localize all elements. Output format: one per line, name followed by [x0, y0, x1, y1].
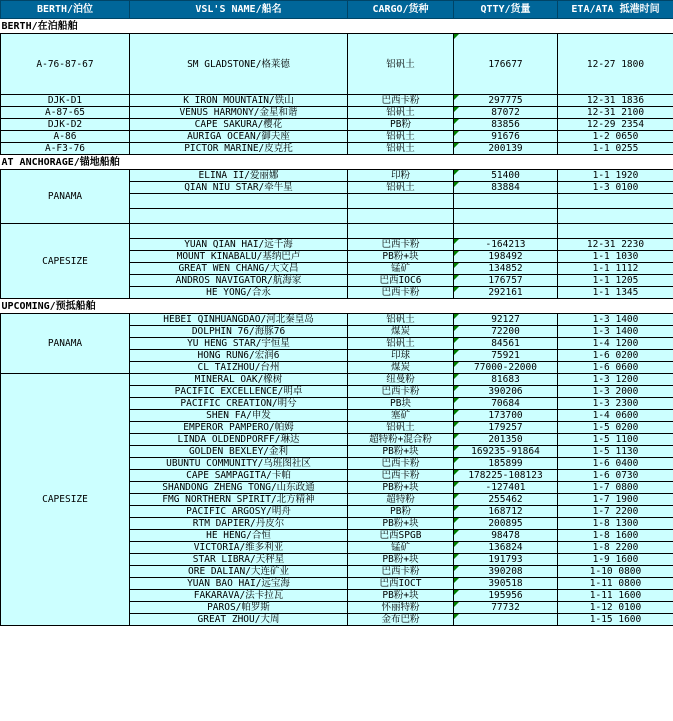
cargo-cell[interactable]: 纽曼粉: [348, 374, 454, 386]
quantity-cell[interactable]: 91676: [454, 131, 558, 143]
cargo-cell[interactable]: 巴西卡粉: [348, 470, 454, 482]
cargo-cell[interactable]: 锰矿: [348, 542, 454, 554]
vessel-name-cell[interactable]: SM GLADSTONE/格莱德: [130, 34, 348, 95]
eta-cell[interactable]: 1-5 1100: [558, 434, 673, 446]
quantity-cell[interactable]: 83856: [454, 119, 558, 131]
header-berth[interactable]: BERTH/泊位: [1, 1, 130, 19]
empty-cell: [558, 209, 673, 224]
vessel-name-cell[interactable]: CL TAIZHOU/台州: [130, 362, 348, 374]
cargo-cell[interactable]: 巴西卡粉: [348, 386, 454, 398]
vessel-name-cell[interactable]: K IRON MOUNTAIN/铁山: [130, 95, 348, 107]
group-label-panama: PANAMA: [1, 314, 130, 374]
cargo-cell[interactable]: PB粉: [348, 119, 454, 131]
vessel-name-cell[interactable]: HONG RUN6/宏润6: [130, 350, 348, 362]
vessel-name-cell[interactable]: GREAT WEN CHANG/大文昌: [130, 263, 348, 275]
quantity-cell[interactable]: 169235-91864: [454, 446, 558, 458]
cargo-cell[interactable]: PB粉: [348, 506, 454, 518]
berth-cell[interactable]: A-76-87-67: [1, 34, 130, 95]
cargo-cell[interactable]: 印粉: [348, 170, 454, 182]
section-berth: [1, 19, 673, 34]
cargo-cell[interactable]: 巴西IOC6: [348, 275, 454, 287]
cargo-cell[interactable]: 塞矿: [348, 410, 454, 422]
vessel-name-cell[interactable]: UBUNTU COMMUNITY/乌班图社区: [130, 458, 348, 470]
quantity-cell[interactable]: 81683: [454, 374, 558, 386]
vessel-name-cell[interactable]: FAKARAVA/法卡拉瓦: [130, 590, 348, 602]
berth-cell[interactable]: A-86: [1, 131, 130, 143]
quantity-cell[interactable]: 178225-108123: [454, 470, 558, 482]
cargo-cell[interactable]: PB粉+块: [348, 590, 454, 602]
vessel-name-cell[interactable]: VENUS HARMONY/金星和谐: [130, 107, 348, 119]
quantity-cell[interactable]: 51400: [454, 170, 558, 182]
quantity-cell[interactable]: 297775: [454, 95, 558, 107]
quantity-cell[interactable]: -127401: [454, 482, 558, 494]
vessel-name-cell[interactable]: PAROS/帕罗斯: [130, 602, 348, 614]
quantity-cell[interactable]: 83884: [454, 182, 558, 194]
eta-cell[interactable]: 1-15 1600: [558, 614, 673, 626]
quantity-cell[interactable]: 200139: [454, 143, 558, 155]
quantity-cell[interactable]: 136824: [454, 542, 558, 554]
header-eta[interactable]: ETA/ATA 抵港时间: [558, 1, 673, 19]
empty-cell: [558, 224, 673, 239]
vessel-name-cell[interactable]: EMPEROR PAMPERO/帕姆: [130, 422, 348, 434]
quantity-cell[interactable]: [454, 614, 558, 626]
cargo-cell[interactable]: 煤炭: [348, 326, 454, 338]
vessel-name-cell[interactable]: YUAN BAO HAI/远宝海: [130, 578, 348, 590]
cargo-cell[interactable]: 铝矾土: [348, 131, 454, 143]
eta-cell[interactable]: 1-3 1200: [558, 374, 673, 386]
quantity-cell[interactable]: -164213: [454, 239, 558, 251]
eta-cell[interactable]: 1-8 1600: [558, 530, 673, 542]
eta-cell[interactable]: 1-1 1205: [558, 275, 673, 287]
quantity-cell[interactable]: 75921: [454, 350, 558, 362]
cargo-cell[interactable]: 铝矾土: [348, 34, 454, 95]
cargo-cell[interactable]: PB粉+块: [348, 251, 454, 263]
vessel-name-cell[interactable]: FMG NORTHERN SPIRIT/北方精神: [130, 494, 348, 506]
cargo-cell[interactable]: 铝矾土: [348, 143, 454, 155]
eta-cell[interactable]: 1-3 2000: [558, 386, 673, 398]
eta-cell[interactable]: 1-5 0200: [558, 422, 673, 434]
eta-cell[interactable]: 1-1 1112: [558, 263, 673, 275]
eta-cell[interactable]: 1-10 0800: [558, 566, 673, 578]
quantity-cell[interactable]: 84561: [454, 338, 558, 350]
vessel-name-cell[interactable]: PACIFIC ARGOSY/明舟: [130, 506, 348, 518]
eta-cell[interactable]: 1-6 0200: [558, 350, 673, 362]
eta-cell[interactable]: 1-9 1600: [558, 554, 673, 566]
section-berth-title: BERTH/在泊船舶: [1, 19, 673, 34]
empty-cell: [454, 224, 558, 239]
table-row: [1, 143, 673, 155]
header-row: [1, 1, 673, 19]
vessel-name-cell[interactable]: SHANDONG ZHENG TONG/山东政通: [130, 482, 348, 494]
eta-cell[interactable]: 1-4 1200: [558, 338, 673, 350]
empty-cell: [130, 209, 348, 224]
empty-cell: [454, 194, 558, 209]
cargo-cell[interactable]: PB块: [348, 398, 454, 410]
quantity-cell[interactable]: 195956: [454, 590, 558, 602]
cargo-cell[interactable]: 超特粉: [348, 494, 454, 506]
quantity-cell[interactable]: 292161: [454, 287, 558, 299]
cargo-cell[interactable]: PB粉+块: [348, 518, 454, 530]
eta-cell[interactable]: 1-7 1900: [558, 494, 673, 506]
eta-cell[interactable]: 1-3 0100: [558, 182, 673, 194]
header-vessel-name[interactable]: VSL'S NAME/船名: [130, 1, 348, 19]
table-row: [1, 107, 673, 119]
eta-cell[interactable]: 1-1 0255: [558, 143, 673, 155]
vessel-name-cell[interactable]: HE YONG/合永: [130, 287, 348, 299]
vessel-name-cell[interactable]: LINDA OLDENDPORFF/琳达: [130, 434, 348, 446]
vessel-name-cell[interactable]: CAPE SAKURA/樱花: [130, 119, 348, 131]
berth-cell[interactable]: DJK-D2: [1, 119, 130, 131]
table-row: [1, 224, 673, 239]
quantity-cell[interactable]: 201350: [454, 434, 558, 446]
eta-cell[interactable]: 12-31 1836: [558, 95, 673, 107]
table-row: [1, 119, 673, 131]
eta-cell[interactable]: 1-1 1920: [558, 170, 673, 182]
eta-cell[interactable]: 12-31 2230: [558, 239, 673, 251]
eta-cell[interactable]: 12-29 2354: [558, 119, 673, 131]
quantity-cell[interactable]: 200895: [454, 518, 558, 530]
empty-cell: [130, 224, 348, 239]
eta-cell[interactable]: 1-6 0600: [558, 362, 673, 374]
header-quantity[interactable]: QTTY/货量: [454, 1, 558, 19]
vessel-name-cell[interactable]: QIAN NIU STAR/牵牛星: [130, 182, 348, 194]
vessel-name-cell[interactable]: PACIFIC EXCELLENCE/明卓: [130, 386, 348, 398]
quantity-cell[interactable]: 98478: [454, 530, 558, 542]
eta-cell[interactable]: 1-8 2200: [558, 542, 673, 554]
berth-cell[interactable]: A-F3-76: [1, 143, 130, 155]
quantity-cell[interactable]: 72200: [454, 326, 558, 338]
berth-cell[interactable]: DJK-D1: [1, 95, 130, 107]
quantity-cell[interactable]: 134852: [454, 263, 558, 275]
cargo-cell[interactable]: 铝矾土: [348, 338, 454, 350]
quantity-cell[interactable]: 390518: [454, 578, 558, 590]
vessel-name-cell[interactable]: MOUNT KINABALU/基纳巴卢: [130, 251, 348, 263]
quantity-cell[interactable]: 70684: [454, 398, 558, 410]
eta-cell[interactable]: 1-11 0800: [558, 578, 673, 590]
section-upcoming: [1, 299, 673, 314]
cargo-cell[interactable]: 金布巴粉: [348, 614, 454, 626]
cargo-cell[interactable]: PB粉+块: [348, 446, 454, 458]
vessel-name-cell[interactable]: CAPE SAMPAGITA/卡帕: [130, 470, 348, 482]
cargo-cell[interactable]: 铝矾土: [348, 314, 454, 326]
cargo-cell[interactable]: 超特粉+混合粉: [348, 434, 454, 446]
cargo-cell[interactable]: 怀丽特粉: [348, 602, 454, 614]
group-label-capesize: CAPESIZE: [1, 224, 130, 299]
section-anchorage-title: AT ANCHORAGE/锚地船舶: [1, 155, 673, 170]
eta-cell[interactable]: 1-7 2200: [558, 506, 673, 518]
vessel-name-cell[interactable]: VICTORIA/维多利亚: [130, 542, 348, 554]
quantity-cell[interactable]: 390208: [454, 566, 558, 578]
quantity-cell[interactable]: 173700: [454, 410, 558, 422]
group-label-panama: PANAMA: [1, 170, 130, 224]
cargo-cell[interactable]: 巴西SPGB: [348, 530, 454, 542]
empty-cell: [130, 194, 348, 209]
quantity-cell[interactable]: 198492: [454, 251, 558, 263]
quantity-cell[interactable]: 77000-22000: [454, 362, 558, 374]
cargo-cell[interactable]: 巴西IOCT: [348, 578, 454, 590]
vessel-name-cell[interactable]: HE HENG/合恒: [130, 530, 348, 542]
quantity-cell[interactable]: 255462: [454, 494, 558, 506]
quantity-cell[interactable]: 179257: [454, 422, 558, 434]
eta-cell[interactable]: 12-31 2100: [558, 107, 673, 119]
vessel-name-cell[interactable]: PICTOR MARINE/皮克托: [130, 143, 348, 155]
vessel-name-cell[interactable]: SHEN FA/申发: [130, 410, 348, 422]
vessel-name-cell[interactable]: RTM DAPIER/丹皮尔: [130, 518, 348, 530]
cargo-cell[interactable]: 巴西卡粉: [348, 566, 454, 578]
header-cargo[interactable]: CARGO/货种: [348, 1, 454, 19]
table-row: [1, 34, 673, 95]
cargo-cell[interactable]: 锰矿: [348, 263, 454, 275]
eta-cell[interactable]: 1-3 2300: [558, 398, 673, 410]
cargo-cell[interactable]: 煤炭: [348, 362, 454, 374]
cargo-cell[interactable]: 印球: [348, 350, 454, 362]
cargo-cell[interactable]: 巴西卡粉: [348, 95, 454, 107]
eta-cell[interactable]: 1-6 0400: [558, 458, 673, 470]
vessel-name-cell[interactable]: DOLPHIN 76/海豚76: [130, 326, 348, 338]
vessel-name-cell[interactable]: YU HENG STAR/宇恒星: [130, 338, 348, 350]
quantity-cell[interactable]: 176757: [454, 275, 558, 287]
cargo-cell[interactable]: 铝矾土: [348, 422, 454, 434]
eta-cell[interactable]: 1-1 1030: [558, 251, 673, 263]
cargo-cell[interactable]: PB粉+块: [348, 554, 454, 566]
eta-cell[interactable]: 1-11 1600: [558, 590, 673, 602]
eta-cell[interactable]: 1-4 0600: [558, 410, 673, 422]
eta-cell[interactable]: 1-3 1400: [558, 326, 673, 338]
quantity-cell[interactable]: 390206: [454, 386, 558, 398]
vessel-name-cell[interactable]: ORE DALIAN/大连矿业: [130, 566, 348, 578]
eta-cell[interactable]: 1-7 0800: [558, 482, 673, 494]
vessel-name-cell[interactable]: ELINA II/爱丽娜: [130, 170, 348, 182]
table-row: [1, 95, 673, 107]
berth-cell[interactable]: A-87-65: [1, 107, 130, 119]
vessel-name-cell[interactable]: STAR LIBRA/天秤星: [130, 554, 348, 566]
empty-cell: [348, 209, 454, 224]
section-upcoming-title: UPCOMING/预抵船舶: [1, 299, 673, 314]
vessel-name-cell[interactable]: YUAN QIAN HAI/远千海: [130, 239, 348, 251]
cargo-cell[interactable]: 巴西卡粉: [348, 239, 454, 251]
eta-cell[interactable]: 1-6 0730: [558, 470, 673, 482]
vessel-name-cell[interactable]: AURIGA OCEAN/御夫座: [130, 131, 348, 143]
quantity-cell[interactable]: 191793: [454, 554, 558, 566]
eta-cell[interactable]: 1-5 1130: [558, 446, 673, 458]
quantity-cell[interactable]: 92127: [454, 314, 558, 326]
cargo-cell[interactable]: 铝矾土: [348, 182, 454, 194]
cargo-cell[interactable]: 巴西卡粉: [348, 287, 454, 299]
eta-cell[interactable]: 1-2 0650: [558, 131, 673, 143]
group-label-capesize: CAPESIZE: [1, 374, 130, 626]
table-row: [1, 374, 673, 386]
quantity-cell[interactable]: 77732: [454, 602, 558, 614]
quantity-cell[interactable]: 168712: [454, 506, 558, 518]
vessel-name-cell[interactable]: HEBEI QINHUANGDAO/河北秦皇岛: [130, 314, 348, 326]
quantity-cell[interactable]: 87072: [454, 107, 558, 119]
quantity-cell[interactable]: 176677: [454, 34, 558, 95]
eta-cell[interactable]: 1-3 1400: [558, 314, 673, 326]
cargo-cell[interactable]: PB粉+块: [348, 482, 454, 494]
empty-cell: [348, 194, 454, 209]
vessel-name-cell[interactable]: MINERAL OAK/橡树: [130, 374, 348, 386]
cargo-cell[interactable]: 铝矾土: [348, 107, 454, 119]
empty-cell: [454, 209, 558, 224]
vessel-name-cell[interactable]: GOLDEN BEXLEY/金利: [130, 446, 348, 458]
vessel-name-cell[interactable]: PACIFIC CREATION/明兮: [130, 398, 348, 410]
empty-cell: [348, 224, 454, 239]
eta-cell[interactable]: 1-8 1300: [558, 518, 673, 530]
schedule-body: [1, 19, 673, 626]
table-row: [1, 314, 673, 326]
eta-cell[interactable]: 12-27 1800: [558, 34, 673, 95]
eta-cell[interactable]: 1-1 1345: [558, 287, 673, 299]
section-anchorage: [1, 155, 673, 170]
cargo-cell[interactable]: 巴西卡粉: [348, 458, 454, 470]
table-row: [1, 170, 673, 182]
table-row: [1, 131, 673, 143]
quantity-cell[interactable]: 185899: [454, 458, 558, 470]
vessel-name-cell[interactable]: ANDROS NAVIGATOR/航海家: [130, 275, 348, 287]
empty-cell: [558, 194, 673, 209]
eta-cell[interactable]: 1-12 0100: [558, 602, 673, 614]
vessel-name-cell[interactable]: GREAT ZHOU/大周: [130, 614, 348, 626]
